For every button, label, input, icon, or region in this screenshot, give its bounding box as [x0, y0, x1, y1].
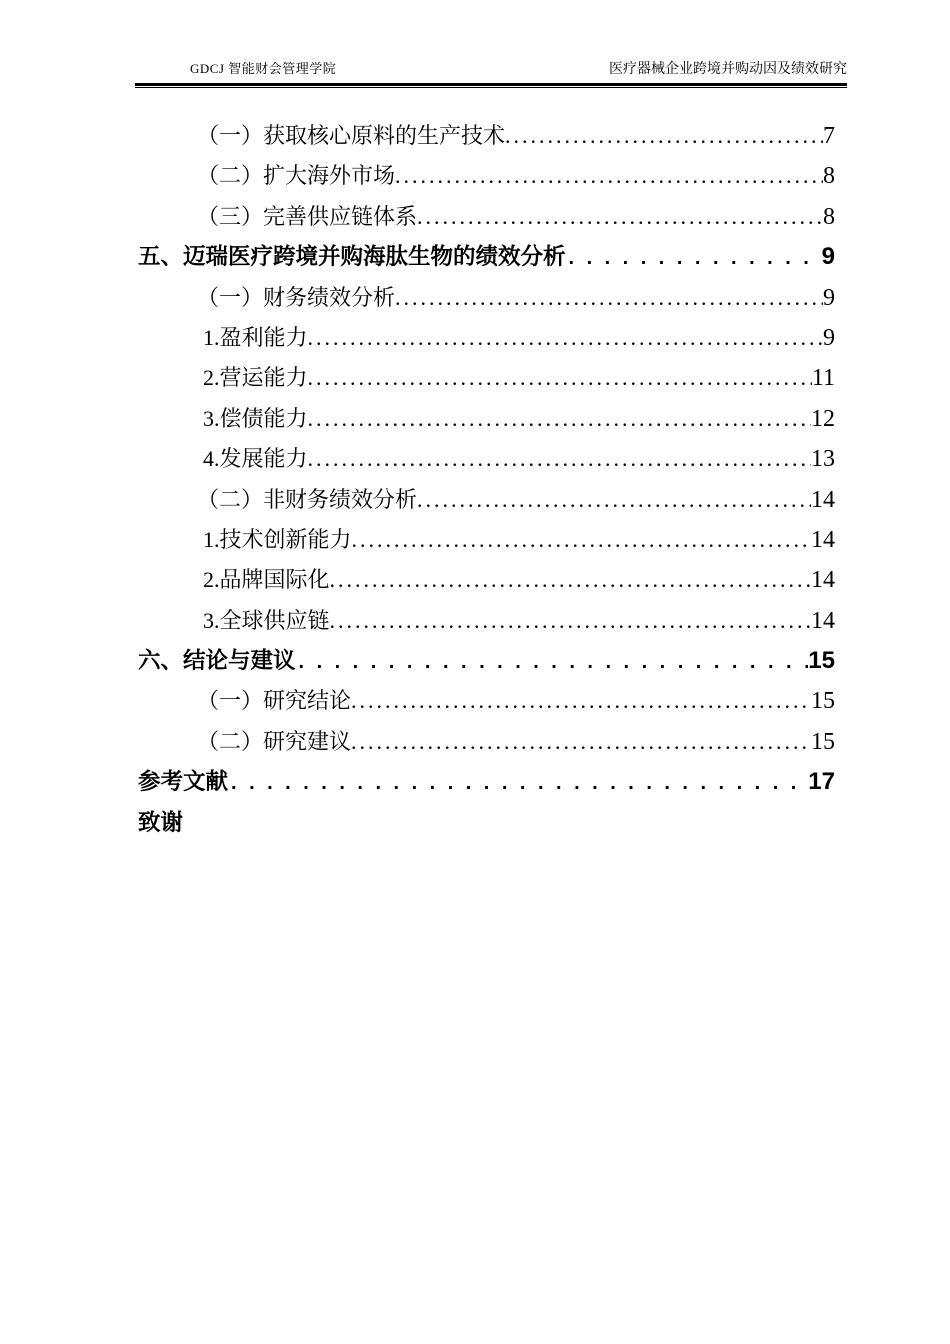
header-rule — [135, 83, 847, 88]
toc-entry[interactable] — [138, 197, 835, 237]
toc-entry[interactable] — [138, 560, 835, 600]
toc-page-number: 15 — [811, 728, 835, 755]
toc-entry-label: （一）获取核心原料的生产技术 — [197, 123, 506, 148]
toc-entry-label: （一）研究结论 — [197, 688, 352, 714]
toc-leader-dots — [330, 601, 811, 644]
toc-entry-label: （二）非财务绩效分析 — [197, 486, 418, 512]
toc-entry[interactable] — [138, 278, 835, 318]
toc-leader-dots — [352, 520, 811, 563]
toc-entry-label: 2.营运能力 — [203, 365, 308, 391]
toc-page-number: 15 — [811, 688, 835, 715]
toc-page-number: 17 — [808, 768, 835, 796]
header-rule-thin-line — [135, 87, 847, 88]
toc-entry-label: 六、结论与建议 — [138, 648, 296, 674]
toc-page-number: 11 — [811, 365, 835, 392]
header-school-name: GDCJ 智能财会管理学院 — [190, 61, 337, 76]
toc-page-number: 8 — [823, 163, 835, 190]
toc-page-number: 13 — [811, 446, 835, 473]
toc-page-number: 7 — [823, 123, 835, 149]
toc-entry-label: 4.发展能力 — [203, 446, 308, 472]
toc-leader-dots — [395, 278, 823, 321]
toc-entry-label: 1.盈利能力 — [203, 324, 308, 350]
table-of-contents — [138, 116, 835, 843]
toc-entry[interactable] — [138, 641, 835, 681]
header-doc-title: 医疗器械企业跨境并购动因及绩效研究 — [609, 62, 847, 77]
toc-leader-dots — [308, 318, 823, 361]
toc-entry[interactable] — [138, 722, 835, 762]
toc-leader-dots — [296, 642, 809, 684]
toc-leader-dots — [417, 197, 823, 240]
toc-entry[interactable] — [138, 399, 835, 439]
toc-page-number: 8 — [823, 203, 835, 230]
toc-page-number: 12 — [811, 405, 835, 432]
toc-page-number: 14 — [811, 486, 835, 513]
toc-entry[interactable] — [138, 156, 835, 196]
toc-leader-dots — [308, 439, 811, 482]
header-texts — [135, 58, 847, 78]
toc-page-number: 14 — [811, 526, 835, 553]
toc-entry-label: 3.全球供应链 — [203, 607, 330, 633]
toc-entry-label: （二）研究建议 — [197, 728, 352, 754]
toc-leader-dots — [351, 681, 811, 724]
toc-entry-label: 1.技术创新能力 — [203, 526, 352, 552]
toc-entry-label: 3.偿债能力 — [203, 405, 308, 431]
page-header — [135, 58, 847, 88]
toc-page-number: 14 — [811, 607, 835, 634]
toc-entry[interactable] — [138, 480, 835, 520]
toc-leader-dots — [308, 399, 811, 442]
toc-page-number: 9 — [821, 243, 835, 271]
toc-entry[interactable] — [138, 520, 835, 560]
toc-leader-dots — [228, 763, 808, 805]
toc-entry-label: 致谢 — [138, 809, 184, 835]
toc-entry-label: （二）扩大海外市场 — [197, 163, 396, 189]
toc-page-number: 15 — [808, 647, 835, 675]
toc-entry[interactable] — [138, 601, 835, 641]
toc-page-number: 9 — [823, 324, 835, 351]
toc-page-number: 14 — [811, 567, 835, 594]
toc-entry-label: 参考文献 — [138, 769, 229, 795]
toc-entry-label: 五、迈瑞医疗跨境并购海肽生物的绩效分析 — [138, 244, 566, 270]
toc-entry[interactable] — [138, 439, 835, 479]
toc-leader-dots — [308, 358, 812, 401]
toc-leader-dots — [505, 116, 823, 159]
toc-entry[interactable] — [138, 237, 835, 277]
toc-entry[interactable] — [138, 681, 835, 721]
toc-leader-dots — [395, 156, 823, 199]
toc-entry-label: 2.品牌国际化 — [203, 567, 330, 593]
toc-page-number: 9 — [823, 284, 835, 311]
toc-entry[interactable] — [138, 803, 835, 843]
toc-entry[interactable] — [138, 358, 835, 398]
toc-entry-label: （一）财务绩效分析 — [197, 284, 396, 310]
toc-entry[interactable] — [138, 762, 835, 802]
toc-entry[interactable] — [138, 116, 835, 156]
toc-entry-label: （三）完善供应链体系 — [197, 203, 418, 229]
toc-leader-dots — [566, 238, 822, 280]
toc-leader-dots — [351, 722, 811, 765]
toc-leader-dots — [330, 560, 811, 603]
toc-leader-dots — [417, 480, 811, 523]
toc-entry[interactable] — [138, 318, 835, 358]
